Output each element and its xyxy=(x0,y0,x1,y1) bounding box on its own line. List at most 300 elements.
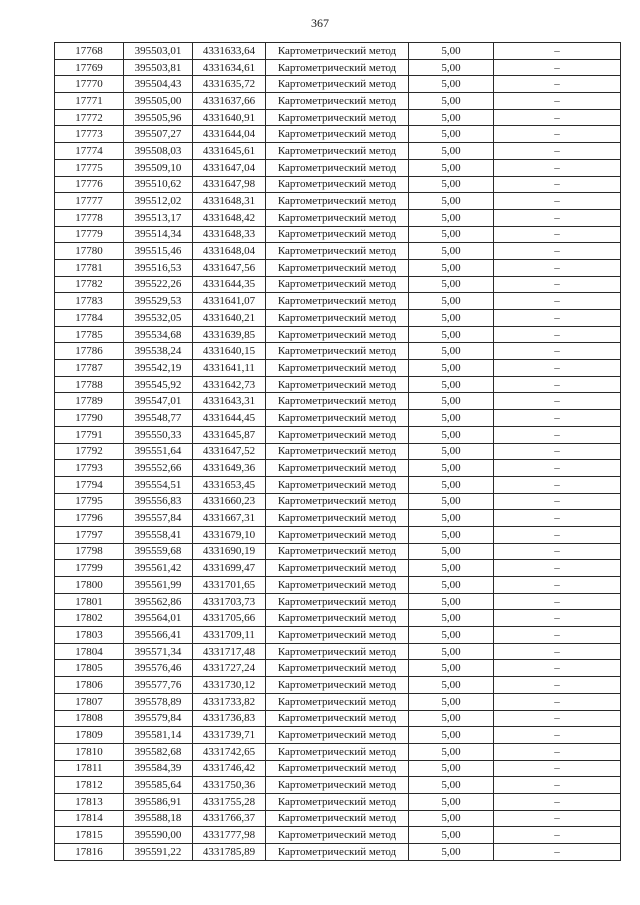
note-cell: – xyxy=(494,827,621,844)
precision-cell: 5,00 xyxy=(409,426,494,443)
note-cell: – xyxy=(494,727,621,744)
point-number-cell: 17776 xyxy=(55,176,124,193)
point-number-cell: 17772 xyxy=(55,109,124,126)
method-cell: Картометрический метод xyxy=(266,143,409,160)
precision-cell: 5,00 xyxy=(409,43,494,60)
table-row xyxy=(55,827,621,844)
y-coordinate-cell: 4331647,56 xyxy=(193,259,266,276)
table-row xyxy=(55,844,621,861)
point-number-cell: 17791 xyxy=(55,426,124,443)
y-coordinate-cell: 4331730,12 xyxy=(193,677,266,694)
method-cell: Картометрический метод xyxy=(266,176,409,193)
y-coordinate-cell: 4331766,37 xyxy=(193,810,266,827)
x-coordinate-cell: 395557,84 xyxy=(124,510,193,527)
precision-cell: 5,00 xyxy=(409,677,494,694)
x-coordinate-cell: 395590,00 xyxy=(124,827,193,844)
x-coordinate-cell: 395545,92 xyxy=(124,376,193,393)
y-coordinate-cell: 4331639,85 xyxy=(193,326,266,343)
precision-cell: 5,00 xyxy=(409,293,494,310)
precision-cell: 5,00 xyxy=(409,593,494,610)
precision-cell: 5,00 xyxy=(409,643,494,660)
precision-cell: 5,00 xyxy=(409,176,494,193)
table-row xyxy=(55,76,621,93)
table-row xyxy=(55,126,621,143)
x-coordinate-cell: 395514,34 xyxy=(124,226,193,243)
note-cell: – xyxy=(494,677,621,694)
y-coordinate-cell: 4331648,31 xyxy=(193,193,266,210)
point-number-cell: 17805 xyxy=(55,660,124,677)
x-coordinate-cell: 395505,96 xyxy=(124,109,193,126)
page-number: 367 xyxy=(311,16,329,30)
table-row xyxy=(55,176,621,193)
x-coordinate-cell: 395562,86 xyxy=(124,593,193,610)
table-row xyxy=(55,326,621,343)
precision-cell: 5,00 xyxy=(409,326,494,343)
note-cell: – xyxy=(494,493,621,510)
precision-cell: 5,00 xyxy=(409,59,494,76)
y-coordinate-cell: 4331637,66 xyxy=(193,93,266,110)
y-coordinate-cell: 4331640,21 xyxy=(193,310,266,327)
method-cell: Картометрический метод xyxy=(266,76,409,93)
y-coordinate-cell: 4331746,42 xyxy=(193,760,266,777)
precision-cell: 5,00 xyxy=(409,526,494,543)
point-number-cell: 17797 xyxy=(55,526,124,543)
table-row xyxy=(55,693,621,710)
precision-cell: 5,00 xyxy=(409,159,494,176)
note-cell: – xyxy=(494,376,621,393)
method-cell: Картометрический метод xyxy=(266,677,409,694)
y-coordinate-cell: 4331679,10 xyxy=(193,526,266,543)
precision-cell: 5,00 xyxy=(409,493,494,510)
x-coordinate-cell: 395586,91 xyxy=(124,793,193,810)
x-coordinate-cell: 395532,05 xyxy=(124,310,193,327)
x-coordinate-cell: 395554,51 xyxy=(124,476,193,493)
method-cell: Картометрический метод xyxy=(266,810,409,827)
note-cell: – xyxy=(494,326,621,343)
precision-cell: 5,00 xyxy=(409,510,494,527)
x-coordinate-cell: 395550,33 xyxy=(124,426,193,443)
table-row xyxy=(55,543,621,560)
note-cell: – xyxy=(494,777,621,794)
precision-cell: 5,00 xyxy=(409,793,494,810)
x-coordinate-cell: 395548,77 xyxy=(124,410,193,427)
note-cell: – xyxy=(494,844,621,861)
table-row xyxy=(55,526,621,543)
x-coordinate-cell: 395551,64 xyxy=(124,443,193,460)
method-cell: Картометрический метод xyxy=(266,727,409,744)
note-cell: – xyxy=(494,293,621,310)
note-cell: – xyxy=(494,259,621,276)
table-row xyxy=(55,510,621,527)
point-number-cell: 17769 xyxy=(55,59,124,76)
point-number-cell: 17812 xyxy=(55,777,124,794)
y-coordinate-cell: 4331633,64 xyxy=(193,43,266,60)
y-coordinate-cell: 4331643,31 xyxy=(193,393,266,410)
x-coordinate-cell: 395559,68 xyxy=(124,543,193,560)
table-row xyxy=(55,43,621,60)
note-cell: – xyxy=(494,126,621,143)
y-coordinate-cell: 4331647,04 xyxy=(193,159,266,176)
x-coordinate-cell: 395509,10 xyxy=(124,159,193,176)
note-cell: – xyxy=(494,410,621,427)
x-coordinate-cell: 395503,81 xyxy=(124,59,193,76)
note-cell: – xyxy=(494,560,621,577)
precision-cell: 5,00 xyxy=(409,560,494,577)
precision-cell: 5,00 xyxy=(409,310,494,327)
point-number-cell: 17799 xyxy=(55,560,124,577)
note-cell: – xyxy=(494,59,621,76)
y-coordinate-cell: 4331647,52 xyxy=(193,443,266,460)
note-cell: – xyxy=(494,93,621,110)
point-number-cell: 17773 xyxy=(55,126,124,143)
y-coordinate-cell: 4331647,98 xyxy=(193,176,266,193)
table-row xyxy=(55,627,621,644)
note-cell: – xyxy=(494,109,621,126)
point-number-cell: 17774 xyxy=(55,143,124,160)
method-cell: Картометрический метод xyxy=(266,693,409,710)
method-cell: Картометрический метод xyxy=(266,226,409,243)
y-coordinate-cell: 4331640,91 xyxy=(193,109,266,126)
table-row xyxy=(55,193,621,210)
point-number-cell: 17814 xyxy=(55,810,124,827)
y-coordinate-cell: 4331644,45 xyxy=(193,410,266,427)
table-row xyxy=(55,677,621,694)
note-cell: – xyxy=(494,443,621,460)
x-coordinate-cell: 395505,00 xyxy=(124,93,193,110)
y-coordinate-cell: 4331736,83 xyxy=(193,710,266,727)
note-cell: – xyxy=(494,360,621,377)
coordinates-table-body xyxy=(55,43,621,861)
point-number-cell: 17796 xyxy=(55,510,124,527)
point-number-cell: 17771 xyxy=(55,93,124,110)
table-row xyxy=(55,476,621,493)
table-row xyxy=(55,577,621,594)
note-cell: – xyxy=(494,193,621,210)
note-cell: – xyxy=(494,810,621,827)
note-cell: – xyxy=(494,760,621,777)
method-cell: Картометрический метод xyxy=(266,360,409,377)
table-row xyxy=(55,376,621,393)
x-coordinate-cell: 395503,01 xyxy=(124,43,193,60)
precision-cell: 5,00 xyxy=(409,577,494,594)
method-cell: Картометрический метод xyxy=(266,460,409,477)
x-coordinate-cell: 395564,01 xyxy=(124,610,193,627)
method-cell: Картометрический метод xyxy=(266,410,409,427)
note-cell: – xyxy=(494,627,621,644)
point-number-cell: 17783 xyxy=(55,293,124,310)
point-number-cell: 17779 xyxy=(55,226,124,243)
method-cell: Картометрический метод xyxy=(266,393,409,410)
table-row xyxy=(55,426,621,443)
table-row xyxy=(55,410,621,427)
precision-cell: 5,00 xyxy=(409,360,494,377)
x-coordinate-cell: 395538,24 xyxy=(124,343,193,360)
precision-cell: 5,00 xyxy=(409,143,494,160)
x-coordinate-cell: 395534,68 xyxy=(124,326,193,343)
method-cell: Картометрический метод xyxy=(266,443,409,460)
table-row xyxy=(55,259,621,276)
precision-cell: 5,00 xyxy=(409,343,494,360)
coordinates-table xyxy=(54,42,621,861)
precision-cell: 5,00 xyxy=(409,610,494,627)
point-number-cell: 17816 xyxy=(55,844,124,861)
method-cell: Картометрический метод xyxy=(266,259,409,276)
table-row xyxy=(55,360,621,377)
precision-cell: 5,00 xyxy=(409,543,494,560)
x-coordinate-cell: 395547,01 xyxy=(124,393,193,410)
point-number-cell: 17800 xyxy=(55,577,124,594)
x-coordinate-cell: 395588,18 xyxy=(124,810,193,827)
table-row xyxy=(55,109,621,126)
y-coordinate-cell: 4331641,07 xyxy=(193,293,266,310)
method-cell: Картометрический метод xyxy=(266,577,409,594)
method-cell: Картометрический метод xyxy=(266,593,409,610)
point-number-cell: 17794 xyxy=(55,476,124,493)
note-cell: – xyxy=(494,176,621,193)
x-coordinate-cell: 395522,26 xyxy=(124,276,193,293)
note-cell: – xyxy=(494,343,621,360)
table-row xyxy=(55,643,621,660)
method-cell: Картометрический метод xyxy=(266,209,409,226)
point-number-cell: 17789 xyxy=(55,393,124,410)
y-coordinate-cell: 4331705,66 xyxy=(193,610,266,627)
note-cell: – xyxy=(494,593,621,610)
table-row xyxy=(55,493,621,510)
point-number-cell: 17808 xyxy=(55,710,124,727)
x-coordinate-cell: 395529,53 xyxy=(124,293,193,310)
note-cell: – xyxy=(494,310,621,327)
y-coordinate-cell: 4331645,61 xyxy=(193,143,266,160)
precision-cell: 5,00 xyxy=(409,760,494,777)
y-coordinate-cell: 4331645,87 xyxy=(193,426,266,443)
table-row xyxy=(55,743,621,760)
point-number-cell: 17806 xyxy=(55,677,124,694)
x-coordinate-cell: 395515,46 xyxy=(124,243,193,260)
table-row xyxy=(55,660,621,677)
precision-cell: 5,00 xyxy=(409,743,494,760)
point-number-cell: 17770 xyxy=(55,76,124,93)
precision-cell: 5,00 xyxy=(409,693,494,710)
method-cell: Картометрический метод xyxy=(266,610,409,627)
point-number-cell: 17785 xyxy=(55,326,124,343)
note-cell: – xyxy=(494,243,621,260)
precision-cell: 5,00 xyxy=(409,226,494,243)
note-cell: – xyxy=(494,743,621,760)
y-coordinate-cell: 4331635,72 xyxy=(193,76,266,93)
point-number-cell: 17792 xyxy=(55,443,124,460)
x-coordinate-cell: 395577,76 xyxy=(124,677,193,694)
x-coordinate-cell: 395513,17 xyxy=(124,209,193,226)
table-row xyxy=(55,310,621,327)
method-cell: Картометрический метод xyxy=(266,743,409,760)
table-row xyxy=(55,159,621,176)
y-coordinate-cell: 4331640,15 xyxy=(193,343,266,360)
point-number-cell: 17798 xyxy=(55,543,124,560)
table-row xyxy=(55,293,621,310)
precision-cell: 5,00 xyxy=(409,410,494,427)
x-coordinate-cell: 395516,53 xyxy=(124,259,193,276)
note-cell: – xyxy=(494,710,621,727)
method-cell: Картометрический метод xyxy=(266,510,409,527)
method-cell: Картометрический метод xyxy=(266,660,409,677)
y-coordinate-cell: 4331667,31 xyxy=(193,510,266,527)
x-coordinate-cell: 395584,39 xyxy=(124,760,193,777)
table-row xyxy=(55,760,621,777)
table-row xyxy=(55,276,621,293)
table-row xyxy=(55,793,621,810)
y-coordinate-cell: 4331701,65 xyxy=(193,577,266,594)
precision-cell: 5,00 xyxy=(409,193,494,210)
method-cell: Картометрический метод xyxy=(266,526,409,543)
table-row xyxy=(55,460,621,477)
precision-cell: 5,00 xyxy=(409,209,494,226)
method-cell: Картометрический метод xyxy=(266,293,409,310)
note-cell: – xyxy=(494,577,621,594)
precision-cell: 5,00 xyxy=(409,76,494,93)
method-cell: Картометрический метод xyxy=(266,193,409,210)
method-cell: Картометрический метод xyxy=(266,310,409,327)
method-cell: Картометрический метод xyxy=(266,844,409,861)
y-coordinate-cell: 4331750,36 xyxy=(193,777,266,794)
point-number-cell: 17777 xyxy=(55,193,124,210)
table-row xyxy=(55,443,621,460)
note-cell: – xyxy=(494,510,621,527)
y-coordinate-cell: 4331755,28 xyxy=(193,793,266,810)
method-cell: Картометрический метод xyxy=(266,543,409,560)
table-row xyxy=(55,209,621,226)
method-cell: Картометрический метод xyxy=(266,777,409,794)
point-number-cell: 17804 xyxy=(55,643,124,660)
precision-cell: 5,00 xyxy=(409,93,494,110)
y-coordinate-cell: 4331690,19 xyxy=(193,543,266,560)
precision-cell: 5,00 xyxy=(409,476,494,493)
method-cell: Картометрический метод xyxy=(266,326,409,343)
table-row xyxy=(55,610,621,627)
precision-cell: 5,00 xyxy=(409,810,494,827)
point-number-cell: 17803 xyxy=(55,627,124,644)
point-number-cell: 17790 xyxy=(55,410,124,427)
x-coordinate-cell: 395512,02 xyxy=(124,193,193,210)
method-cell: Картометрический метод xyxy=(266,710,409,727)
table-row xyxy=(55,226,621,243)
x-coordinate-cell: 395508,03 xyxy=(124,143,193,160)
y-coordinate-cell: 4331739,71 xyxy=(193,727,266,744)
y-coordinate-cell: 4331727,24 xyxy=(193,660,266,677)
y-coordinate-cell: 4331777,98 xyxy=(193,827,266,844)
method-cell: Картометрический метод xyxy=(266,59,409,76)
note-cell: – xyxy=(494,43,621,60)
precision-cell: 5,00 xyxy=(409,727,494,744)
precision-cell: 5,00 xyxy=(409,627,494,644)
point-number-cell: 17786 xyxy=(55,343,124,360)
note-cell: – xyxy=(494,660,621,677)
y-coordinate-cell: 4331642,73 xyxy=(193,376,266,393)
y-coordinate-cell: 4331649,36 xyxy=(193,460,266,477)
note-cell: – xyxy=(494,693,621,710)
precision-cell: 5,00 xyxy=(409,660,494,677)
point-number-cell: 17810 xyxy=(55,743,124,760)
y-coordinate-cell: 4331644,04 xyxy=(193,126,266,143)
y-coordinate-cell: 4331699,47 xyxy=(193,560,266,577)
point-number-cell: 17815 xyxy=(55,827,124,844)
note-cell: – xyxy=(494,476,621,493)
method-cell: Картометрический метод xyxy=(266,493,409,510)
table-row xyxy=(55,560,621,577)
x-coordinate-cell: 395571,34 xyxy=(124,643,193,660)
note-cell: – xyxy=(494,226,621,243)
method-cell: Картометрический метод xyxy=(266,560,409,577)
x-coordinate-cell: 395576,46 xyxy=(124,660,193,677)
precision-cell: 5,00 xyxy=(409,259,494,276)
point-number-cell: 17780 xyxy=(55,243,124,260)
y-coordinate-cell: 4331648,04 xyxy=(193,243,266,260)
y-coordinate-cell: 4331644,35 xyxy=(193,276,266,293)
note-cell: – xyxy=(494,159,621,176)
precision-cell: 5,00 xyxy=(409,460,494,477)
point-number-cell: 17782 xyxy=(55,276,124,293)
precision-cell: 5,00 xyxy=(409,109,494,126)
y-coordinate-cell: 4331717,48 xyxy=(193,643,266,660)
x-coordinate-cell: 395582,68 xyxy=(124,743,193,760)
precision-cell: 5,00 xyxy=(409,777,494,794)
method-cell: Картометрический метод xyxy=(266,159,409,176)
method-cell: Картометрический метод xyxy=(266,760,409,777)
note-cell: – xyxy=(494,526,621,543)
note-cell: – xyxy=(494,76,621,93)
precision-cell: 5,00 xyxy=(409,276,494,293)
note-cell: – xyxy=(494,643,621,660)
method-cell: Картометрический метод xyxy=(266,109,409,126)
table-row xyxy=(55,777,621,794)
point-number-cell: 17795 xyxy=(55,493,124,510)
point-number-cell: 17809 xyxy=(55,727,124,744)
precision-cell: 5,00 xyxy=(409,844,494,861)
x-coordinate-cell: 395504,43 xyxy=(124,76,193,93)
y-coordinate-cell: 4331641,11 xyxy=(193,360,266,377)
note-cell: – xyxy=(494,793,621,810)
x-coordinate-cell: 395558,41 xyxy=(124,526,193,543)
method-cell: Картометрический метод xyxy=(266,827,409,844)
x-coordinate-cell: 395581,14 xyxy=(124,727,193,744)
precision-cell: 5,00 xyxy=(409,827,494,844)
x-coordinate-cell: 395561,42 xyxy=(124,560,193,577)
point-number-cell: 17788 xyxy=(55,376,124,393)
x-coordinate-cell: 395510,62 xyxy=(124,176,193,193)
method-cell: Картометрический метод xyxy=(266,276,409,293)
table-row xyxy=(55,59,621,76)
y-coordinate-cell: 4331785,89 xyxy=(193,844,266,861)
y-coordinate-cell: 4331733,82 xyxy=(193,693,266,710)
x-coordinate-cell: 395542,19 xyxy=(124,360,193,377)
note-cell: – xyxy=(494,276,621,293)
x-coordinate-cell: 395566,41 xyxy=(124,627,193,644)
point-number-cell: 17813 xyxy=(55,793,124,810)
y-coordinate-cell: 4331709,11 xyxy=(193,627,266,644)
x-coordinate-cell: 395552,66 xyxy=(124,460,193,477)
x-coordinate-cell: 395579,84 xyxy=(124,710,193,727)
note-cell: – xyxy=(494,426,621,443)
method-cell: Картометрический метод xyxy=(266,793,409,810)
point-number-cell: 17807 xyxy=(55,693,124,710)
y-coordinate-cell: 4331653,45 xyxy=(193,476,266,493)
x-coordinate-cell: 395578,89 xyxy=(124,693,193,710)
precision-cell: 5,00 xyxy=(409,243,494,260)
x-coordinate-cell: 395556,83 xyxy=(124,493,193,510)
y-coordinate-cell: 4331648,33 xyxy=(193,226,266,243)
precision-cell: 5,00 xyxy=(409,126,494,143)
point-number-cell: 17802 xyxy=(55,610,124,627)
x-coordinate-cell: 395561,99 xyxy=(124,577,193,594)
